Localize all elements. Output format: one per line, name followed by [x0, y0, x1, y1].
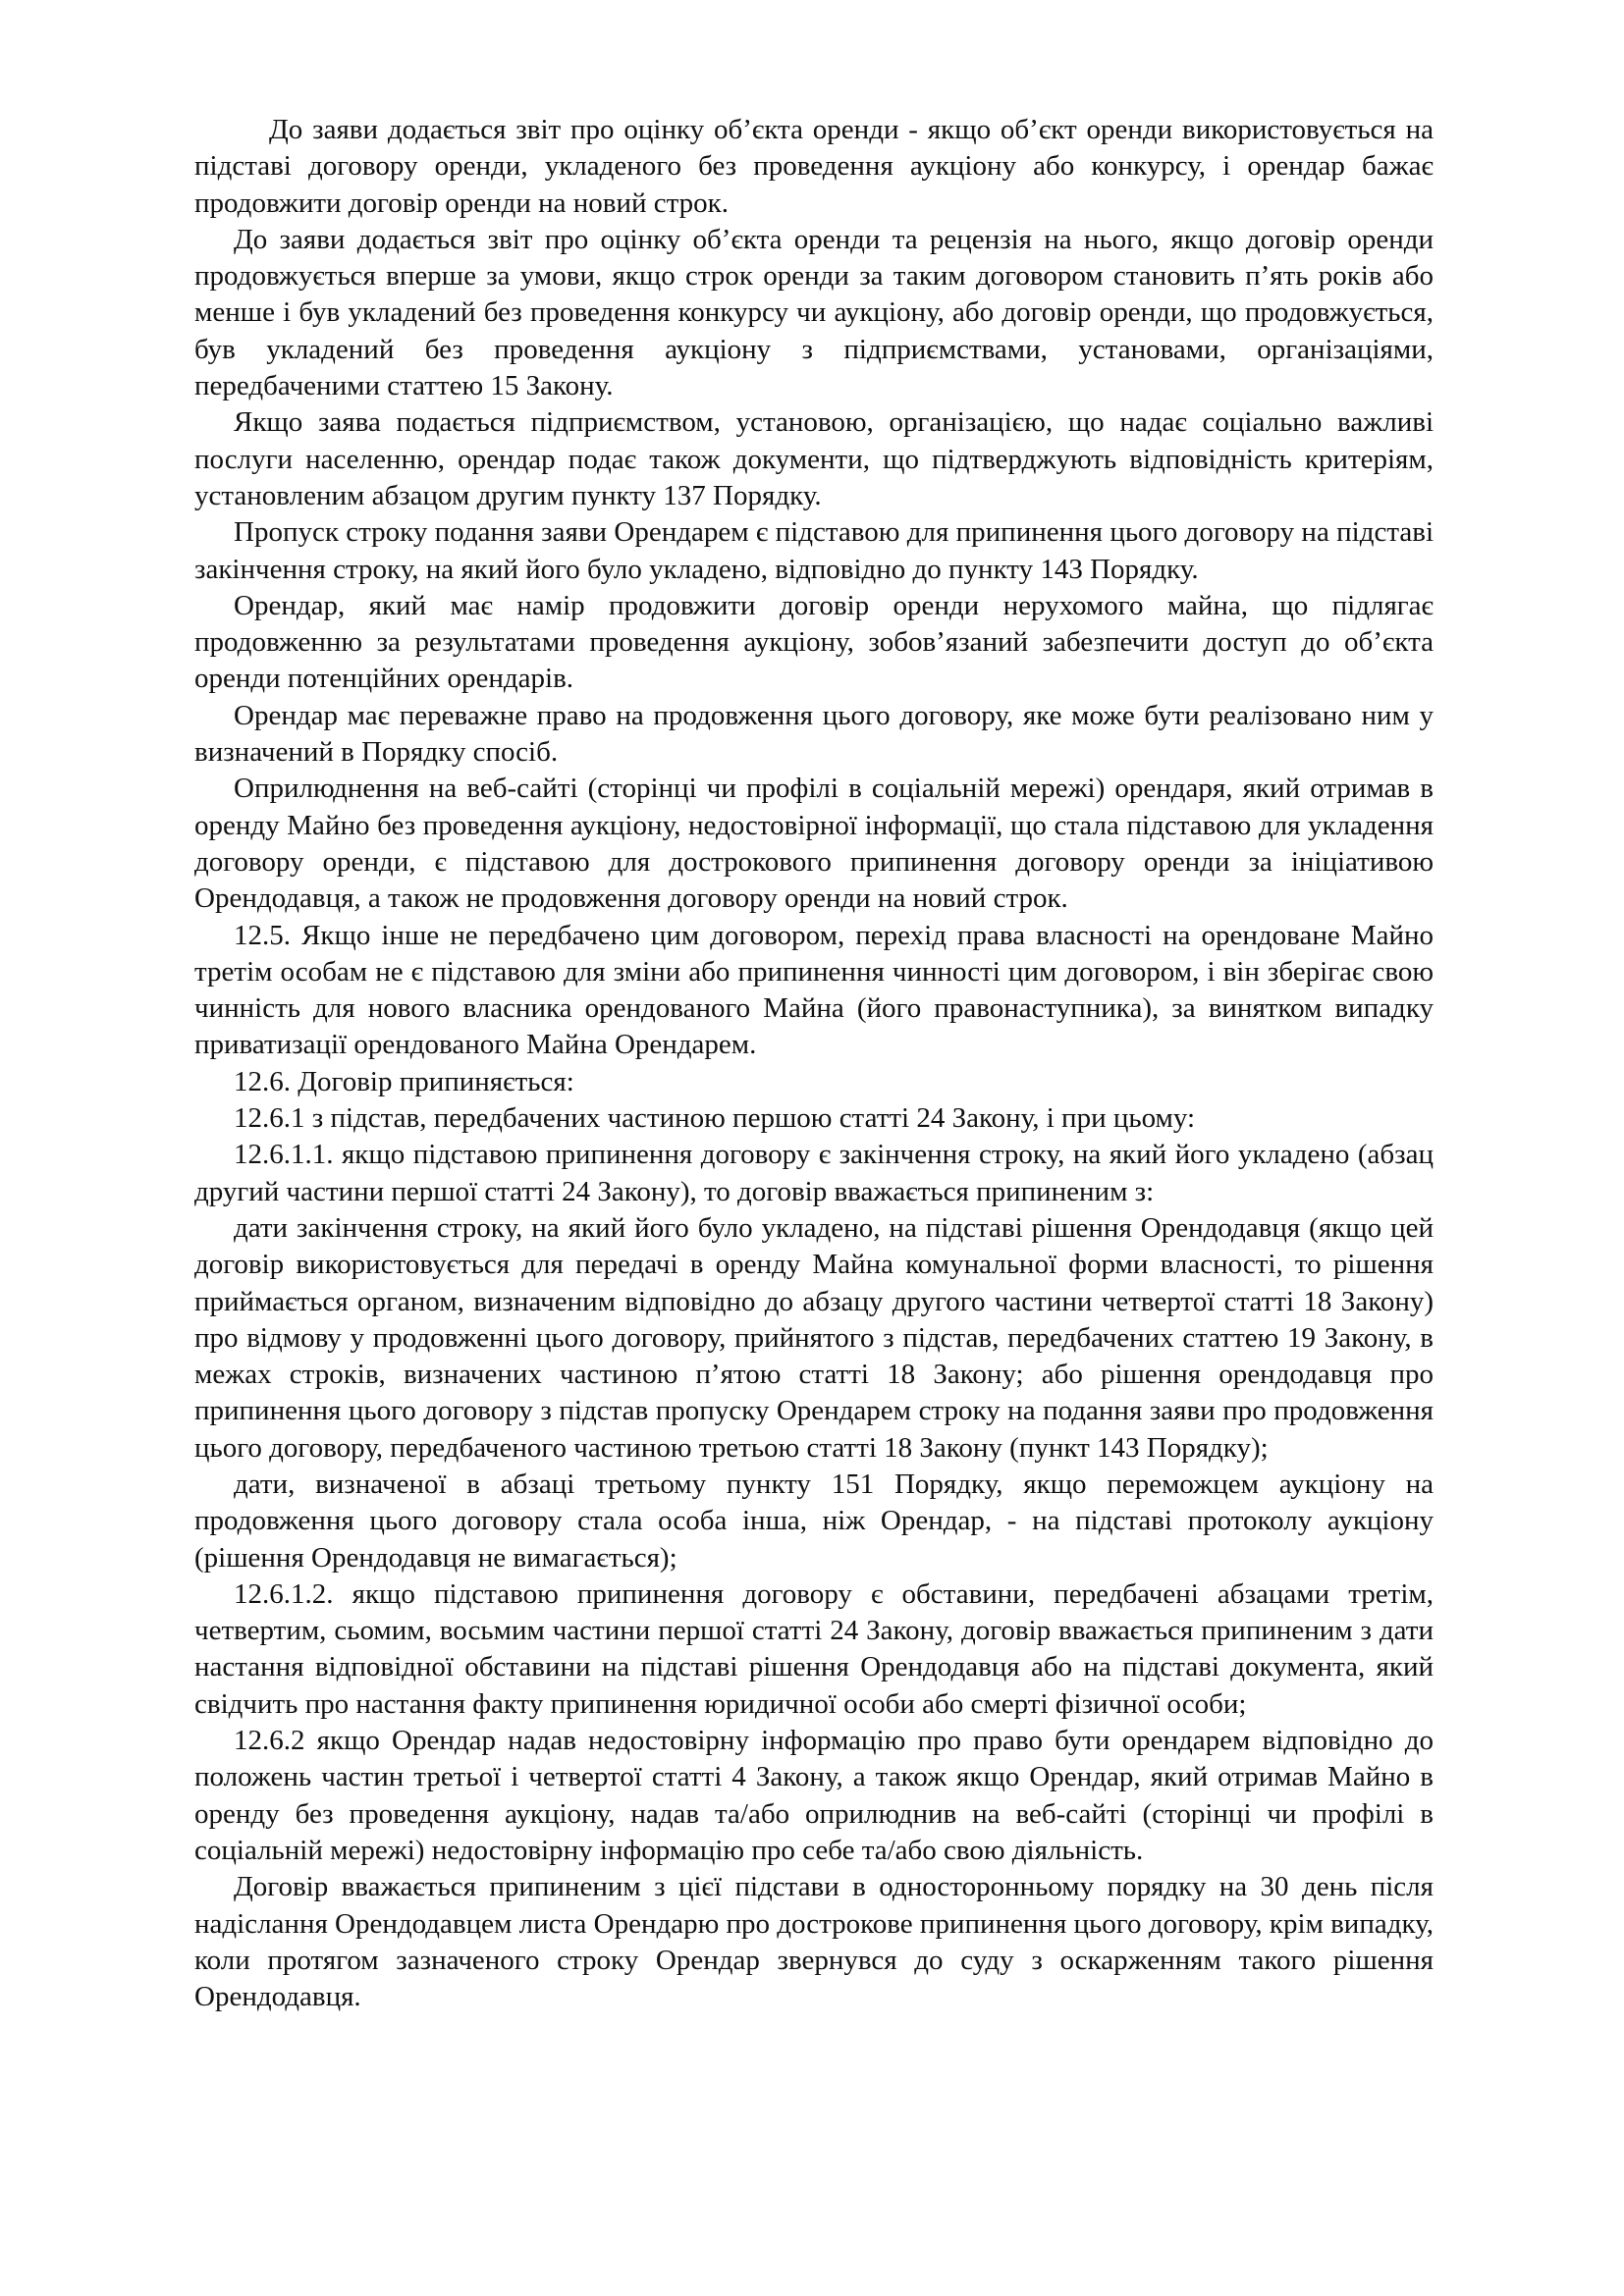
paragraph-expiry-date: дати закінчення строку, на який його було укладено, на підставі рішення Орендодавця (якщо цей договір використовується для передачі в оренду Майна комунальної форми власності, то рішення приймається органом, визначеним відповідно до абзацу другого частини четвертої статті 18 Закону) про відмову у продовженні цього договору, прийнятого з підстав, передбачених статтею 19 Закону, в межах строків, визначених частиною п’ятою статті 18 Закону; або рішення орендодавця про припинення цього договору з підстав пропуску Орендарем строку на подання заяви про продовження цього договору, передбаченого частиною третьою статті 18 Закону (пункт 143 Порядку); [194, 1211, 1434, 1464]
clause-12-6-2: 12.6.2 якщо Орендар надав недостовірну інформацію про право бути орендарем відповідно до положень частин третьої і четвертої статті 4 Закону, а також якщо Орендар, який отримав Майно в оренду без проведення аукціону, надав та/або оприлюднив на веб-сайті (сторінці чи профілі в соціальній мережі) недостовірну інформацію про себе та/або свою діяльність. [194, 1725, 1434, 1866]
clause-12-6-1-1: 12.6.1.1. якщо підставою припинення договору є закінчення строку, на який його укладено (абзац другий частини першої статті 24 Закону), то договір вважається припиненим з: [194, 1139, 1434, 1207]
clause-12-6: 12.6. Договір припиняється: [234, 1065, 574, 1097]
paragraph-preferential-right: Орендар має переважне право на продовження цього договору, яке може бути реалізовано ним у визначений в Порядку спосіб. [194, 699, 1434, 769]
paragraph-report-review: До заяви додається звіт про оцінку об’єкта оренди та рецензія на нього, якщо договір оренди продовжується вперше за умови, якщо строк оренди за таким договором становить п’ять років або менше і був укладений без проведення конкурсу чи аукціону, або договір оренди, що продовжується, був укладений без проведення аукціону з підприємствами, установами, організаціями, передбаченими статтею 15 Закону. [194, 223, 1434, 402]
document-page [194, 112, 1434, 2015]
paragraph-false-information: Оприлюднення на веб-сайті (сторінці чи профілі в соціальній мережі) орендаря, який отримав в оренду Майно без проведення аукціону, недостовірної інформації, що стала підставою для укладення договору оренди, є підставою для дострокового припинення договору оренди за ініціативою Орендодавця, а також не продовження договору оренди на новий строк. [194, 773, 1434, 915]
clause-12-5: 12.5. Якщо інше не передбачено цим договором, перехід права власності на орендоване Майно третім особам не є підставою для зміни або припинення чинності цим договором, і він зберігає свою чинність для нового власника орендованого Майна (його правонаступника), за винятком випадку приватизації орендованого Майна Орендарем. [194, 919, 1434, 1061]
paragraph-social-services: Якщо заява подається підприємством, установою, організацією, що надає соціально важливі послуги населенню, орендар подає також документи, що підтверджують відповідність критеріям, установленим абзацом другим пункту 137 Порядку. [194, 406, 1434, 511]
paragraph-report-attachment: До заяви додається звіт про оцінку об’єкта оренди - якщо об’єкт оренди використовується на підставі договору оренди, укладеного без проведення аукціону або конкурсу, і орендар бажає продовжити договір оренди на новий строк. [194, 114, 1434, 219]
paragraph-access-obligation: Орендар, який має намір продовжити договір оренди нерухомого майна, що підлягає продовженню за результатами проведення аукціону, зобов’язаний забезпечити доступ до об’єкта оренди потенційних орендарів. [194, 589, 1434, 695]
paragraph-termination-30-days: Договір вважається припиненим з цієї підстави в односторонньому порядку на 30 день після надіслання Орендодавцем листа Орендарю про дострокове припинення цього договору, крім випадку, коли протягом зазначеного строку Орендар звернувся до суду з оскарженням такого рішення Орендодавця. [194, 1871, 1434, 2013]
paragraph-missed-deadline: Пропуск строку подання заяви Орендарем є підставою для припинення цього договору на підставі закінчення строку, на який його було укладено, відповідно до пункту 143 Порядку. [194, 516, 1434, 585]
clause-12-6-1: 12.6.1 з підстав, передбачених частиною першою статті 24 Закону, і при цьому: [234, 1102, 1196, 1135]
paragraph-auction-date: дати, визначеної в абзаці третьому пункту 151 Порядку, якщо переможцем аукціону на продовження цього договору стала особа інша, ніж Орендар, - на підставі протоколу аукціону (рішення Орендодавця не вимагається); [194, 1468, 1434, 1574]
clause-12-6-1-2: 12.6.1.2. якщо підставою припинення договору є обставини, передбачені абзацами третім, четвертим, сьомим, восьмим частини першої статті 24 Закону, договір вважається припиненим з дати настання відповідної обставини на підставі рішення Орендодавця або на підставі документа, який свідчить про настання факту припинення юридичної особи або смерті фізичної особи; [194, 1577, 1434, 1720]
